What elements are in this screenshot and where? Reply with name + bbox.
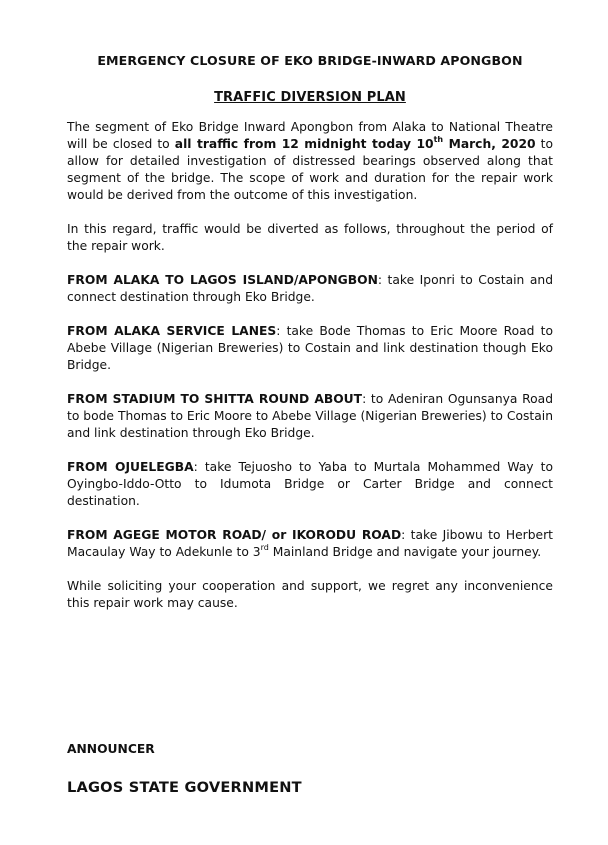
route-text-5a: : take Jibowu to Herbert Macaulay Way to Adekunle to 3 — [67, 528, 553, 559]
intro-bold-text: all traffic from 12 midnight today 10 — [174, 137, 434, 151]
document-title: EMERGENCY CLOSURE OF EKO BRIDGE-INWARD APONGBON — [97, 53, 523, 68]
regard-paragraph: In this regard, traffic would be diverted as follows, throughout the period of the repair work. — [67, 222, 553, 253]
route-heading-2: FROM ALAKA SERVICE LANES — [67, 324, 277, 338]
intro-superscript: th — [433, 134, 444, 144]
route-text-2: : take Bode Thomas to Eric Moore Road to Abebe Village (Nigerian Breweries) to Costain and link destination though Eko Bridge. — [67, 324, 553, 372]
route-text-4: : take Tejuosho to Yaba to Murtala Mohammed Way to Oyingbo-Iddo-Otto to Idumota Bridge or Carter Bridge and connect destination. — [67, 460, 553, 508]
intro-paragraph — [67, 119, 553, 204]
document-subtitle: TRAFFIC DIVERSION PLAN — [214, 90, 406, 105]
route-heading-3: FROM STADIUM TO SHITTA ROUND ABOUT — [67, 392, 363, 406]
route-text-5b: Mainland Bridge and navigate your journey. — [268, 545, 542, 559]
route-heading-5: FROM AGEGE MOTOR ROAD/ or IKORODU ROAD — [67, 528, 402, 542]
route-heading-4: FROM OJUELEGBA — [67, 460, 194, 474]
route-paragraph-1 — [67, 272, 553, 306]
intro-bold-date: March, 2020 — [443, 137, 536, 151]
route-paragraph-3 — [67, 391, 553, 442]
route-superscript-5: rd — [260, 542, 269, 552]
route-paragraph-4 — [67, 459, 553, 510]
route-paragraph-5 — [67, 527, 553, 561]
intro-text-a: The segment of Eko Bridge Inward Apongbon from Alaka to National Theatre will be closed to — [67, 120, 553, 151]
closing-paragraph: While soliciting your cooperation and support, we regret any inconvenience this repair work may cause. — [67, 579, 553, 610]
route-text-3: : to Adeniran Ogunsanya Road to bode Thomas to Eric Moore to Abebe Village (Nigerian Breweries) to Costain and link destination through Eko Bridge. — [67, 392, 553, 440]
intro-text-b: to allow for detailed investigation of distressed bearings observed along that segment of the bridge. The scope of work and duration for the repair work would be derived from the outcome of this investigation. — [67, 137, 553, 202]
document-body — [67, 48, 553, 612]
route-paragraph-2 — [67, 323, 553, 374]
route-text-1: : take Iponri to Costain and connect destination through Eko Bridge. — [67, 273, 553, 304]
government-signature: LAGOS STATE GOVERNMENT — [67, 779, 302, 796]
announcer-label: ANNOUNCER — [67, 742, 155, 756]
route-heading-1: FROM ALAKA TO LAGOS ISLAND/APONGBON — [67, 273, 378, 287]
